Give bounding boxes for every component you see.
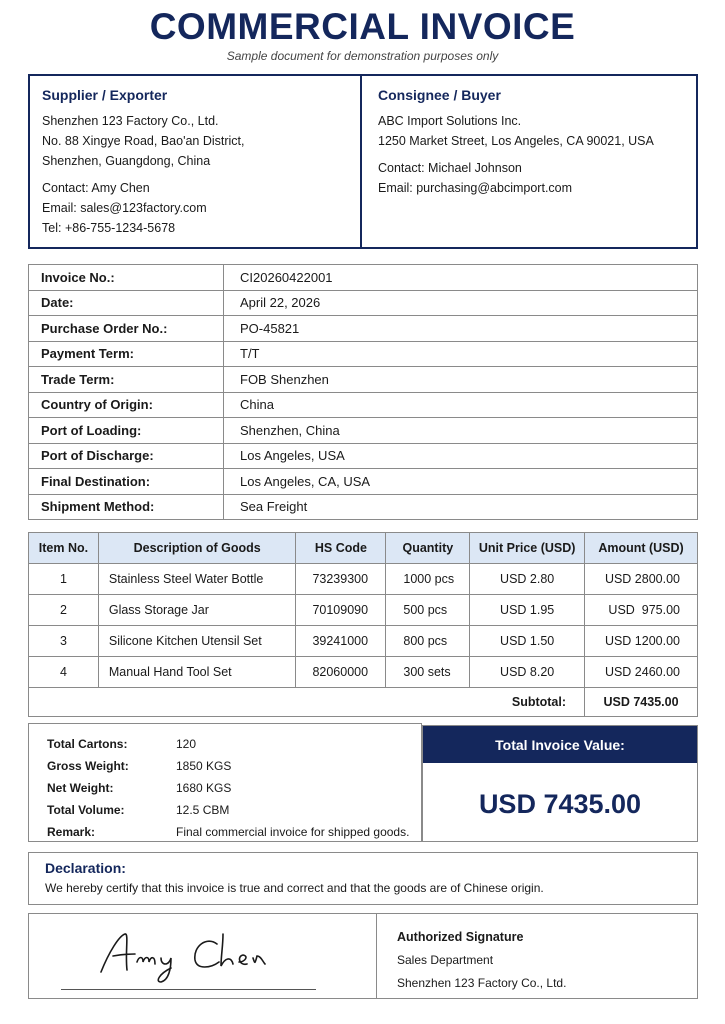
item-description: Stainless Steel Water Bottle	[98, 564, 296, 595]
detail-label: Final Destination:	[29, 469, 224, 495]
subtotal-row	[29, 688, 698, 717]
detail-row	[29, 290, 698, 316]
item-description: Manual Hand Tool Set	[98, 657, 296, 688]
subtotal-value: USD 7435.00	[585, 688, 698, 717]
detail-row	[29, 341, 698, 367]
item-description: Glass Storage Jar	[98, 595, 296, 626]
declaration-text: We hereby certify that this invoice is true and correct and that the goods are of Chinese origin.	[45, 881, 544, 895]
item-no: 4	[29, 657, 99, 688]
total-invoice-label: Total Invoice Value:	[423, 726, 697, 763]
col-amount: Amount (USD)	[585, 533, 698, 564]
item-quantity: 800 pcs	[386, 626, 470, 657]
detail-value: Los Angeles, USA	[224, 443, 698, 469]
supplier-address-line2: Shenzhen, Guangdong, China	[42, 154, 211, 168]
item-quantity: 300 sets	[386, 657, 470, 688]
detail-label: Date:	[29, 290, 224, 316]
supplier-tel: Tel: +86-755-1234-5678	[42, 221, 176, 235]
detail-value: PO-45821	[224, 316, 698, 342]
signature-line	[61, 989, 316, 990]
summary-row	[47, 777, 421, 799]
item-no: 3	[29, 626, 99, 657]
summary-value: Final commercial invoice for shipped goods.	[176, 825, 410, 839]
detail-label: Invoice No.:	[29, 265, 224, 291]
detail-label: Purchase Order No.:	[29, 316, 224, 342]
item-amount: USD 1200.00	[585, 626, 698, 657]
summary-row	[47, 799, 421, 821]
detail-row	[29, 469, 698, 495]
consignee-heading: Consignee / Buyer	[378, 87, 501, 103]
signatory-info	[377, 914, 566, 998]
consignee-address: 1250 Market Street, Los Angeles, CA 90021, USA	[378, 134, 654, 148]
declaration-heading: Declaration:	[45, 860, 126, 876]
signature-title: Authorized Signature	[397, 930, 524, 944]
document-subtitle: Sample document for demonstration purposes only	[226, 49, 499, 63]
subtotal-label: Subtotal:	[29, 688, 585, 717]
supplier-panel	[30, 76, 360, 247]
summary-value: 1680 KGS	[176, 781, 232, 795]
signatory-company: Shenzhen 123 Factory Co., Ltd.	[397, 976, 567, 990]
detail-row	[29, 265, 698, 291]
col-unit-price: Unit Price (USD)	[470, 533, 585, 564]
item-hs-code: 39241000	[296, 626, 386, 657]
consignee-contact: Contact: Michael Johnson	[378, 161, 522, 175]
shipment-summary	[28, 723, 422, 842]
goods-header-row	[29, 533, 698, 564]
detail-row	[29, 418, 698, 444]
detail-value: CI20260422001	[224, 265, 698, 291]
detail-label: Country of Origin:	[29, 392, 224, 418]
item-amount: USD 2460.00	[585, 657, 698, 688]
item-no: 1	[29, 564, 99, 595]
detail-value: Sea Freight	[224, 494, 698, 520]
item-unit-price: USD 2.80	[470, 564, 585, 595]
detail-label: Port of Discharge:	[29, 443, 224, 469]
goods-row	[29, 595, 698, 626]
summary-value: 1850 KGS	[176, 759, 232, 773]
detail-row	[29, 494, 698, 520]
item-amount: USD 975.00	[585, 595, 698, 626]
summary-value: 12.5 CBM	[176, 803, 230, 817]
detail-value: China	[224, 392, 698, 418]
detail-row	[29, 392, 698, 418]
total-invoice-value: USD 7435.00	[478, 789, 642, 819]
detail-value: Shenzhen, China	[224, 418, 698, 444]
invoice-details-table	[28, 264, 698, 520]
item-unit-price: USD 1.50	[470, 626, 585, 657]
summary-label: Net Weight:	[47, 781, 114, 795]
supplier-name: Shenzhen 123 Factory Co., Ltd.	[42, 114, 219, 128]
goods-row	[29, 657, 698, 688]
col-quantity: Quantity	[386, 533, 470, 564]
detail-value: April 22, 2026	[224, 290, 698, 316]
item-amount: USD 2800.00	[585, 564, 698, 595]
col-description: Description of Goods	[98, 533, 296, 564]
item-unit-price: USD 8.20	[470, 657, 585, 688]
handwritten-signature	[89, 922, 319, 986]
summary-label: Gross Weight:	[47, 759, 129, 773]
summary-row	[47, 733, 421, 755]
detail-label: Port of Loading:	[29, 418, 224, 444]
detail-label: Trade Term:	[29, 367, 224, 393]
item-hs-code: 70109090	[296, 595, 386, 626]
summary-label: Remark:	[47, 825, 96, 839]
consignee-name: ABC Import Solutions Inc.	[378, 114, 522, 128]
detail-row	[29, 316, 698, 342]
col-item-no: Item No.	[29, 533, 99, 564]
signatory-department: Sales Department	[397, 953, 494, 967]
detail-label: Payment Term:	[29, 341, 224, 367]
supplier-address-line1: No. 88 Xingye Road, Bao'an District,	[42, 134, 245, 148]
item-description: Silicone Kitchen Utensil Set	[98, 626, 296, 657]
summary-row	[47, 821, 421, 843]
item-no: 2	[29, 595, 99, 626]
detail-row	[29, 367, 698, 393]
signature-area	[29, 914, 377, 998]
item-hs-code: 73239300	[296, 564, 386, 595]
goods-row	[29, 626, 698, 657]
goods-table	[28, 532, 698, 717]
goods-row	[29, 564, 698, 595]
detail-row	[29, 443, 698, 469]
supplier-contact: Contact: Amy Chen	[42, 181, 150, 195]
summary-row	[47, 755, 421, 777]
item-quantity: 500 pcs	[386, 595, 470, 626]
detail-value: FOB Shenzhen	[224, 367, 698, 393]
signature-box	[28, 913, 698, 999]
summary-value: 120	[176, 737, 197, 751]
summary-label: Total Volume:	[47, 803, 125, 817]
item-hs-code: 82060000	[296, 657, 386, 688]
item-quantity: 1000 pcs	[386, 564, 470, 595]
detail-label: Shipment Method:	[29, 494, 224, 520]
parties-box	[28, 74, 698, 249]
supplier-email: Email: sales@123factory.com	[42, 201, 207, 215]
consignee-panel	[360, 76, 696, 247]
document-title: COMMERCIAL INVOICE	[149, 6, 576, 47]
summary-label: Total Cartons:	[47, 737, 128, 751]
detail-value: T/T	[224, 341, 698, 367]
col-hs-code: HS Code	[296, 533, 386, 564]
total-invoice-box	[422, 725, 698, 842]
supplier-heading: Supplier / Exporter	[42, 87, 168, 103]
item-unit-price: USD 1.95	[470, 595, 585, 626]
declaration-box	[28, 852, 698, 905]
consignee-email: Email: purchasing@abcimport.com	[378, 181, 573, 195]
detail-value: Los Angeles, CA, USA	[224, 469, 698, 495]
